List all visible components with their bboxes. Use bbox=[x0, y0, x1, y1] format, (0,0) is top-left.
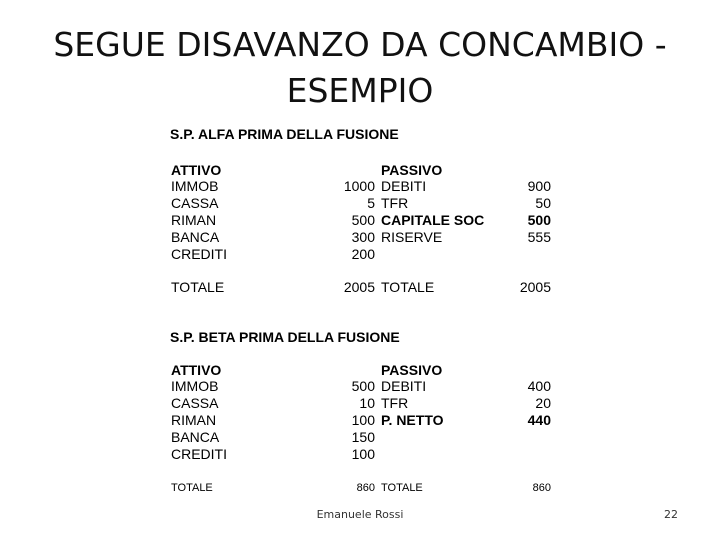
alfa-asset-label: IMMOB bbox=[171, 178, 219, 194]
beta-asset-value: 500 bbox=[351, 378, 375, 394]
beta-asset-label: RIMAN bbox=[171, 412, 217, 428]
page-number: 22 bbox=[664, 508, 678, 521]
beta-asset-value: 100 bbox=[351, 412, 375, 428]
alfa-asset-value: 5 bbox=[367, 195, 375, 211]
alfa-asset-label: CREDITI bbox=[171, 246, 227, 262]
alfa-asset-value: 300 bbox=[351, 229, 375, 245]
alfa-liability-value: 500 bbox=[527, 212, 551, 228]
alfa-heading: S.P. ALFA PRIMA DELLA FUSIONE bbox=[170, 126, 399, 142]
beta-asset-value: 150 bbox=[351, 429, 375, 445]
slide-title-line-1: SEGUE DISAVANZO DA CONCAMBIO - bbox=[53, 25, 667, 64]
alfa-attivo-header: ATTIVO bbox=[171, 162, 222, 178]
footer-author: Emanuele Rossi bbox=[316, 508, 404, 521]
beta-liability-value: 440 bbox=[527, 412, 551, 428]
alfa-liability-label: RISERVE bbox=[381, 229, 443, 245]
beta-attivo-header: ATTIVO bbox=[171, 362, 222, 378]
alfa-liability-label: CAPITALE SOC bbox=[381, 212, 485, 228]
alfa-total-label: TOTALE bbox=[171, 279, 225, 295]
beta-liability-label: DEBITI bbox=[381, 378, 427, 394]
beta-asset-label: IMMOB bbox=[171, 378, 219, 394]
beta-total-liab-label: TOTALE bbox=[381, 482, 423, 494]
beta-asset-label: CASSA bbox=[171, 395, 219, 411]
alfa-total-assets: 2005 bbox=[343, 279, 375, 295]
beta-total-assets: 860 bbox=[356, 482, 375, 494]
alfa-asset-value: 500 bbox=[351, 212, 375, 228]
alfa-liability-value: 50 bbox=[535, 195, 551, 211]
beta-liability-label: TFR bbox=[381, 395, 409, 411]
alfa-total-liabilities: 2005 bbox=[519, 279, 551, 295]
alfa-asset-label: BANCA bbox=[171, 229, 220, 245]
alfa-liability-value: 900 bbox=[527, 178, 551, 194]
beta-liability-value: 400 bbox=[527, 378, 551, 394]
beta-asset-value: 100 bbox=[351, 446, 375, 462]
alfa-total-liab-label: TOTALE bbox=[381, 279, 435, 295]
beta-asset-label: CREDITI bbox=[171, 446, 227, 462]
alfa-asset-label: CASSA bbox=[171, 195, 219, 211]
beta-asset-value: 10 bbox=[359, 395, 375, 411]
beta-total-label: TOTALE bbox=[171, 482, 213, 494]
alfa-asset-value: 1000 bbox=[343, 178, 375, 194]
alfa-liability-label: TFR bbox=[381, 195, 409, 211]
beta-passivo-header: PASSIVO bbox=[381, 362, 443, 378]
beta-liability-label: P. NETTO bbox=[381, 412, 444, 428]
beta-total-liabilities: 860 bbox=[532, 482, 551, 494]
beta-heading: S.P. BETA PRIMA DELLA FUSIONE bbox=[170, 329, 400, 345]
slide-title bbox=[30, 22, 690, 114]
beta-asset-label: BANCA bbox=[171, 429, 220, 445]
alfa-passivo-header: PASSIVO bbox=[381, 162, 443, 178]
alfa-asset-label: RIMAN bbox=[171, 212, 217, 228]
beta-liability-value: 20 bbox=[535, 395, 551, 411]
alfa-liability-value: 555 bbox=[527, 229, 551, 245]
alfa-liability-label: DEBITI bbox=[381, 178, 427, 194]
slide-title-line-2: ESEMPIO bbox=[286, 71, 434, 110]
alfa-asset-value: 200 bbox=[351, 246, 375, 262]
